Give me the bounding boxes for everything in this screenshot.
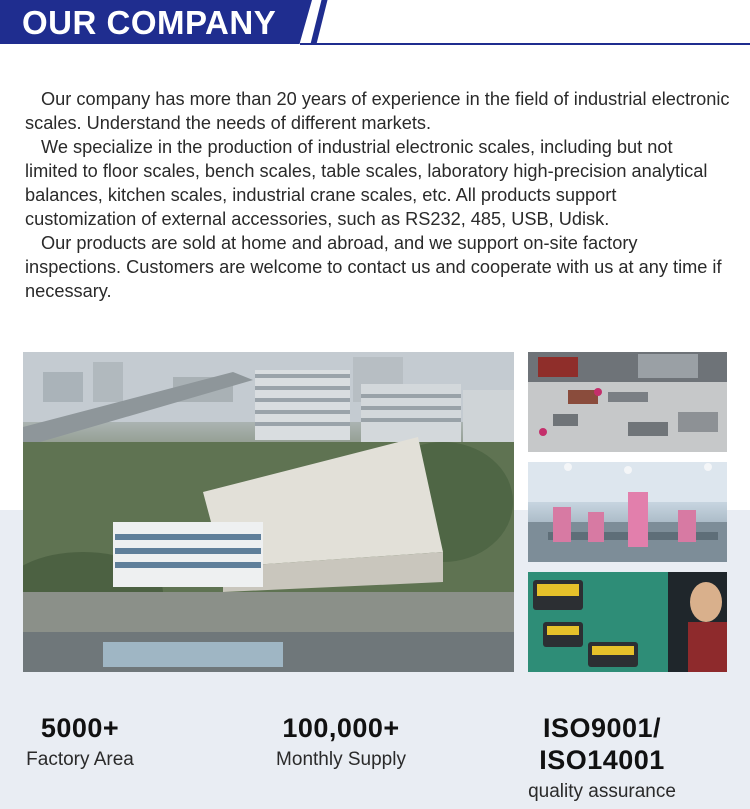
- description-paragraph-1: Our company has more than 20 years of experience in the field of industrial electronic scales. Understand the needs of different markets.: [25, 89, 730, 133]
- stat-factory-area-value: 5000+: [40, 713, 120, 743]
- stat-factory-area-label: Factory Area: [26, 749, 134, 770]
- stat-monthly-supply-value: 100,000+: [282, 713, 400, 743]
- description-paragraph-2: We specialize in the production of industrial electronic scales, including but not limited to floor scales, bench scales, table scales, laboratory high-precision analytical balances, kitchen scales, industrial crane scales, etc. All products support customization of external accessories, such as RS232, 485, USB, Udisk.: [25, 137, 708, 229]
- header-banner-slash: [311, 0, 328, 44]
- testing-illustration: [528, 572, 727, 672]
- stat-certifications-value: ISO9001/ ISO14001: [539, 713, 665, 775]
- company-description: [25, 87, 730, 303]
- product-testing-photo: [528, 572, 727, 672]
- header-banner: [0, 0, 750, 48]
- header-banner-line: [300, 43, 750, 45]
- stat-monthly-supply: [221, 712, 461, 772]
- assembly-illustration: [528, 462, 727, 562]
- workshop-illustration: [528, 352, 727, 452]
- description-paragraph-3: Our products are sold at home and abroad, and we support on-site factory inspections. Customers are welcome to contact us and cooperate with us at any time if necessary.: [25, 233, 722, 301]
- stat-factory-area: [0, 712, 200, 772]
- page-title: OUR COMPANY: [22, 4, 277, 41]
- stat-monthly-supply-label: Monthly Supply: [276, 749, 406, 770]
- stat-certifications-label: quality assurance: [528, 781, 676, 802]
- aerial-factory-illustration: [23, 352, 514, 672]
- assembly-line-photo: [528, 462, 727, 562]
- stat-certifications: [482, 712, 722, 804]
- aerial-factory-photo: [23, 352, 514, 672]
- workshop-floor-photo: [528, 352, 727, 452]
